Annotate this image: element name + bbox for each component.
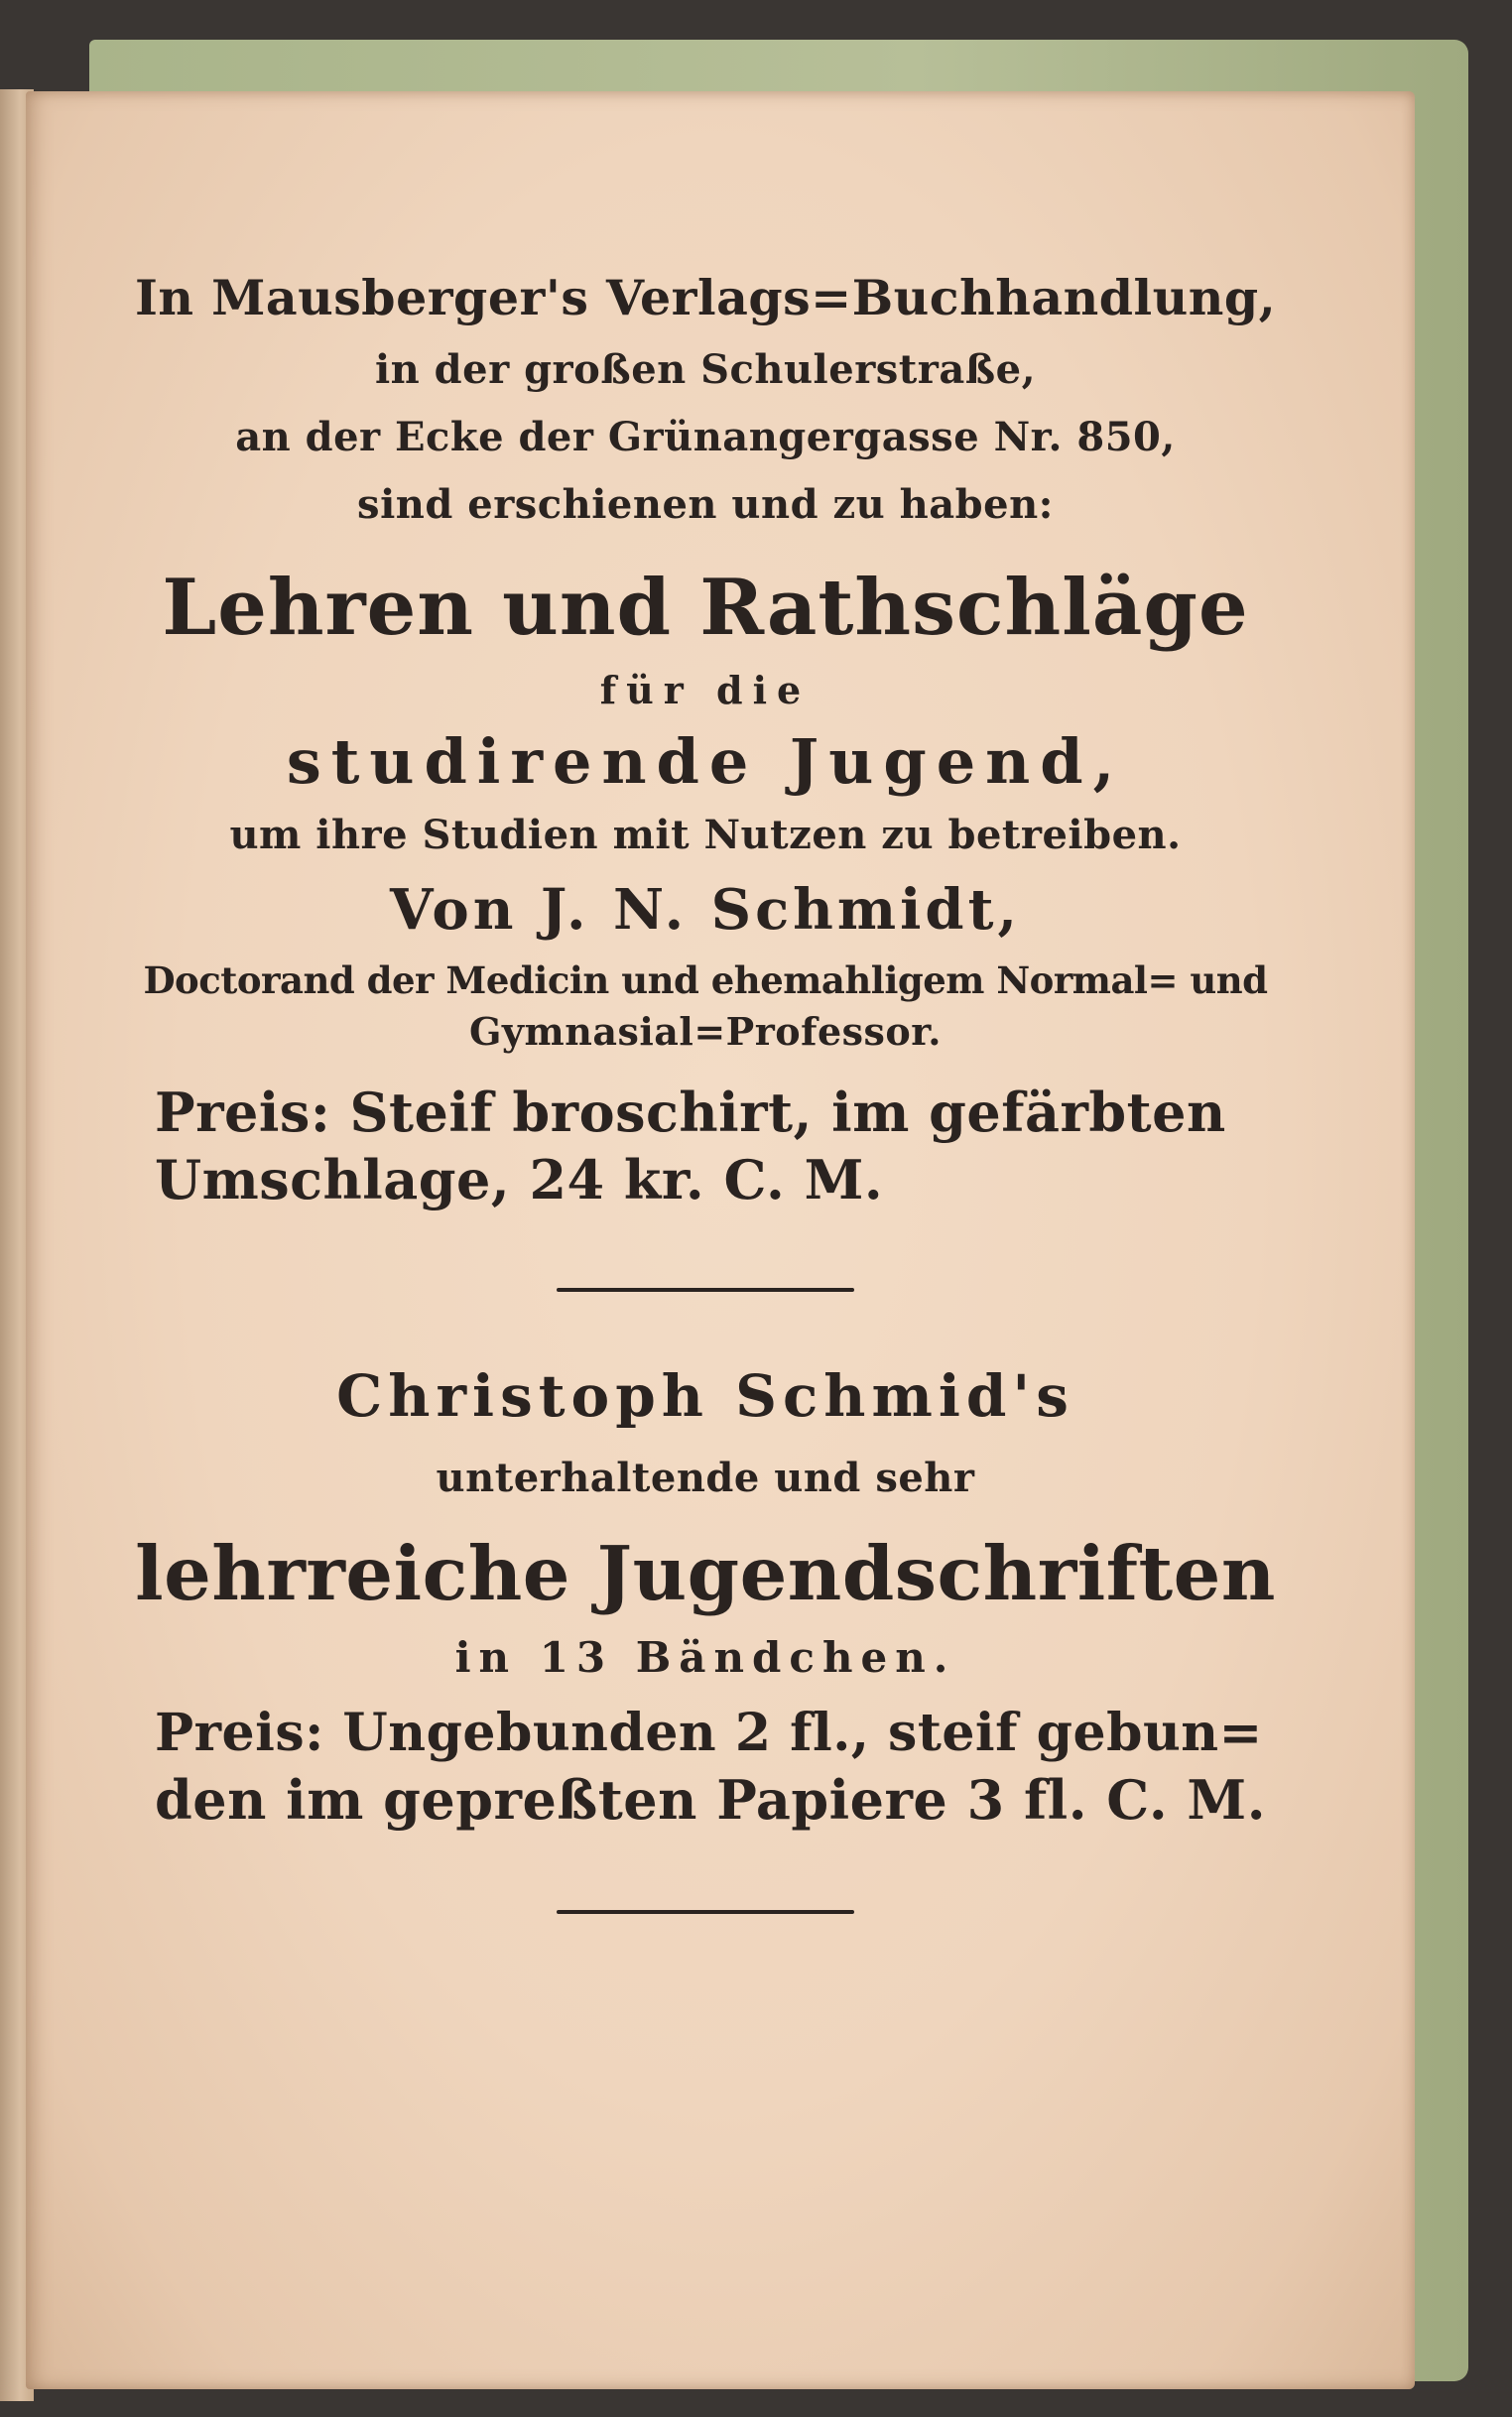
- book2-title: lehrreiche Jugendschriften: [135, 1530, 1276, 1616]
- book2-author: Christoph Schmid's: [336, 1362, 1074, 1430]
- page-text: [135, 270, 1276, 1914]
- book2-price-cont: den im gepreßten Papiere 3 fl. C. M.: [155, 1768, 1266, 1831]
- book1-subtitle-fuer: für die: [599, 669, 812, 712]
- book2-subtitle: unterhaltende und sehr: [436, 1455, 975, 1501]
- book1-author-title-cont: Gymnasial=Professor.: [468, 1009, 943, 1054]
- book2-price: Preis: Ungebunden 2 fl., steif gebun=: [155, 1704, 1263, 1763]
- book1-subtitle-purpose: um ihre Studien mit Nutzen zu betreiben.: [229, 813, 1182, 859]
- end-divider: [557, 1910, 854, 1914]
- address-line-corner: an der Ecke der Grünangergasse Nr. 850,: [235, 415, 1176, 461]
- availability-line: sind erschienen und zu haben:: [357, 482, 1054, 529]
- book1-title: Lehren und Rathschläge: [162, 564, 1249, 654]
- section-divider: [557, 1288, 854, 1292]
- book1-subtitle-jugend: studirende Jugend,: [286, 725, 1125, 798]
- book1-author-title: Doctorand der Medicin und ehemahligem Normal= und: [143, 959, 1268, 1002]
- book1-author: Von J. N. Schmidt,: [390, 878, 1021, 943]
- book2-volumes: in 13 Bändchen.: [454, 1633, 956, 1682]
- publisher-line: In Mausberger's Verlags=Buchhandlung,: [135, 270, 1276, 326]
- book1-price: Preis: Steif broschirt, im gefärbten: [155, 1081, 1226, 1143]
- address-line-street: in der großen Schulerstraße,: [374, 347, 1037, 394]
- book-page: [26, 91, 1415, 2389]
- book1-price-cont: Umschlage, 24 kr. C. M.: [155, 1148, 884, 1210]
